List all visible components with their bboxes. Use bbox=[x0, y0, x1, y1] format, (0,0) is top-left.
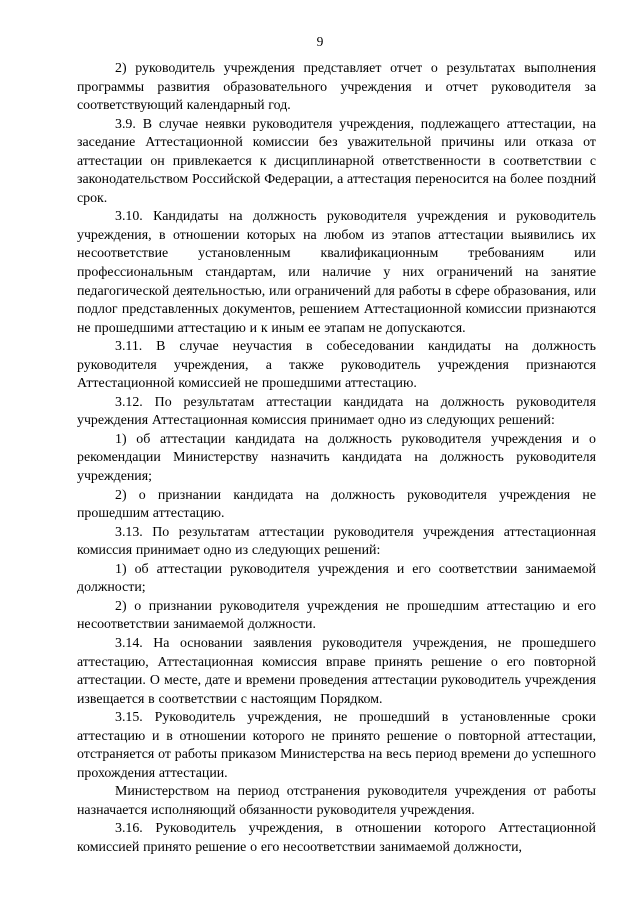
paragraph-3-13-item-1: 1) об аттестации руководителя учреждения и его соответствии занимаемой должности; bbox=[77, 561, 596, 596]
paragraph-3-9: 3.9. В случае неявки руководителя учреждения, подлежащего аттестации, на заседание Аттестационной комиссии без уважительной причины или отказа от аттестации он привлекается к дисциплинарной ответственности в соответствии с законодательством Российской Федерации, а аттестация переносится на более поздний срок. bbox=[77, 116, 596, 206]
paragraph-3-13: 3.13. По результатам аттестации руководителя учреждения аттестационная комиссия принимает одно из следующих решений: bbox=[77, 524, 596, 559]
paragraph-report: 2) руководитель учреждения представляет отчет о результатах выполнения программы развития образовательного учреждения и отчет руководителя за соответствующий календарный год. bbox=[77, 61, 596, 114]
paragraph-3-16: 3.16. Руководитель учреждения, в отношении которого Аттестационной комиссией принято решение о его несоответствии занимаемой должности, bbox=[77, 821, 596, 855]
document-body bbox=[77, 60, 596, 858]
page-number: 9 bbox=[316, 34, 324, 49]
paragraph-3-12-item-2: 2) о признании кандидата на должность руководителя учреждения не прошедшим аттестацию. bbox=[77, 487, 596, 522]
paragraph-3-15: 3.15. Руководитель учреждения, не прошедший в установленные сроки аттестацию и в отношении которого не принято решение о повторной аттестации, отстраняется от работы приказом Министерства на весь период времени до успешного прохождения аттестации. bbox=[77, 710, 596, 781]
paragraph-3-14: 3.14. На основании заявления руководителя учреждения, не прошедшего аттестацию, Аттестационная комиссия вправе принять решение о его повторной аттестации. О месте, дате и времени проведения аттестации руководитель учреждения извещается в соответствии с настоящим Порядком. bbox=[77, 635, 596, 707]
paragraph-acting-head: Министерством на период отстранения руководителя учреждения от работы назначается исполняющий обязанности руководителя учреждения. bbox=[77, 784, 596, 818]
paragraph-3-12: 3.12. По результатам аттестации кандидата на должность руководителя учреждения Аттестационная комиссия принимает одно из следующих решений: bbox=[77, 394, 596, 429]
paragraph-3-13-item-2: 2) о признании руководителя учреждения не прошедшим аттестацию и его несоответствии занимаемой должности. bbox=[77, 598, 596, 633]
paragraph-3-10: 3.10. Кандидаты на должность руководителя учреждения и руководитель учреждения, в отношении которых на любом из этапов аттестации выявились их несоответствие установленным квалификационным требованиям или профессиональным стандартам, или наличие у них ограничений на занятие педагогической деятельностью, или ограничений для работы в сфере образования, или подлог представленных документов, решением Аттестационной комиссии признаются не прошедшими аттестацию и к иным ее этапам не допускаются. bbox=[77, 209, 596, 336]
paragraph-3-11: 3.11. В случае неучастия в собеседовании кандидаты на должность руководителя учреждения, а также руководитель учреждения признаются Аттестационной комиссией не прошедшими аттестацию. bbox=[77, 339, 596, 392]
paragraph-3-12-item-1: 1) об аттестации кандидата на должность руководителя учреждения и о рекомендации Министерству назначить кандидата на должность руководителя учреждения; bbox=[77, 431, 596, 485]
